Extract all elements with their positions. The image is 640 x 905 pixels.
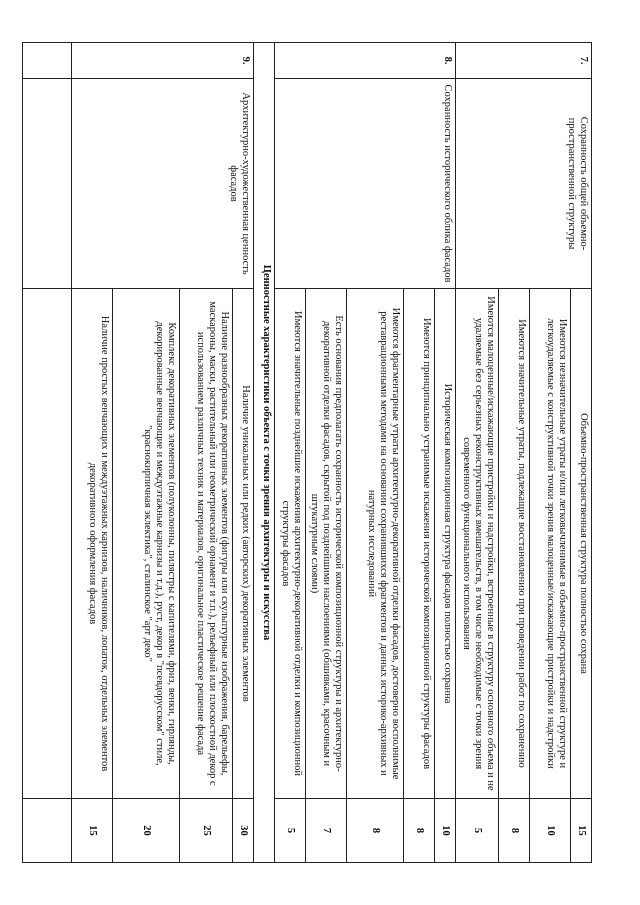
criterion-description: Наличие уникальных или редких (авторских) декоративных элементов <box>233 289 254 799</box>
criterion-description: Наличие простых венчающих и междуэтажных карнизов, наличников, лопаток, отдельных элементов декоративного оформления фасадов <box>72 289 113 799</box>
criterion-score: 15 <box>72 799 113 863</box>
criterion-description: Имеются незначительные утраты и/или легковычленимые в объемно-пространственной структуре и легкоудаляемые с конструктивной точки зрения малоценные/искажающие пристройки и надстройки <box>530 289 571 799</box>
evaluation-table <box>22 42 592 863</box>
empty-cell <box>23 289 72 799</box>
criterion-name: Архитектурно-художественная ценность фасадов <box>72 79 254 289</box>
criterion-name: Сохранность исторического облика фасадов <box>275 79 456 289</box>
criterion-description: Имеются значительные позднейшие искажения архитектурно-декоративной отделки и композиционной структуры фасадов <box>275 289 306 799</box>
section-row <box>254 43 275 863</box>
empty-cell <box>23 799 72 863</box>
criterion-score: 5 <box>456 799 499 863</box>
criterion-description: Комплекс декоративных элементов (полуколонны, пилястры с капителями, фриз, венки, гирлянды, декорированные венчающие и междуэтажные карнизы и т.д.), руст, декор в "псевдорусском" стиле, "краснокирпичная эклектика", сталинское "арт деко" <box>113 289 180 799</box>
criterion-score: 5 <box>275 799 306 863</box>
table-row <box>571 43 592 863</box>
criterion-score: 30 <box>233 799 254 863</box>
criterion-description: Объемно-пространственная структура полностью сохрана <box>571 289 592 799</box>
criterion-score: 15 <box>571 799 592 863</box>
criterion-score: 25 <box>180 799 233 863</box>
empty-cell <box>23 43 72 79</box>
criterion-score: 20 <box>113 799 180 863</box>
table-row <box>233 43 254 863</box>
criterion-score: 10 <box>435 799 456 863</box>
criterion-description: Имеются значительные утраты, подлежащие восстановлению при проведении работ по сохранению <box>499 289 530 799</box>
table-row <box>435 43 456 863</box>
criterion-description: Наличие разнообразных декоративных элементов (фигуры или скульптурные изображения, барельефы, маскароны, маски, растительный или геометрический орнамент и т.п.), рельефный или плоскостной декор с использованием различных техник и материалов, оригинальное пластическое решение фасада <box>180 289 233 799</box>
criterion-score: 8 <box>404 799 435 863</box>
empty-cell <box>23 79 72 289</box>
criterion-description: Есть основания предполагать сохранность исторической композиционной структуры и архитектурно-декоративной отделки фасадов, скрытой под позднейшими наслоениями (обшивками, красочным и штукатурным слоями) <box>306 289 347 799</box>
criterion-description: Имеются фрагментарные утраты архитектурно-декоративной отделки фасадов, достоверно восполнимые реставрационными методами на основании сохранившихся фрагментов и данных историко-архивных и натурных исследований <box>347 289 404 799</box>
criterion-score: 7 <box>306 799 347 863</box>
rotated-table-wrapper <box>32 42 592 862</box>
criterion-description: Имеются малоценные/искажающие пристройки и надстройки, встроенные в структуру основного объема и не удаляемые без серьезных реконструктивных вмешательств, в том числе необходимые с точки зрения современного функционального использования <box>456 289 499 799</box>
criterion-name: Сохранность общей объемно-пространственной структуры <box>456 79 592 289</box>
criterion-score: 8 <box>347 799 404 863</box>
criterion-description: Имеются принципиально устранимые искажения исторической композиционной структуры фасадов <box>404 289 435 799</box>
criterion-description: Историческая композиционная структура фасадов полностью сохранна <box>435 289 456 799</box>
criterion-score: 8 <box>499 799 530 863</box>
criterion-number: 7. <box>456 43 592 79</box>
criterion-score: 10 <box>530 799 571 863</box>
criterion-number: 9. <box>72 43 254 79</box>
criterion-number: 8. <box>275 43 456 79</box>
table-row-empty <box>23 43 72 863</box>
section-title: Ценностные характеристики объекта с точки зрения архитектуры и искусства <box>254 43 275 863</box>
